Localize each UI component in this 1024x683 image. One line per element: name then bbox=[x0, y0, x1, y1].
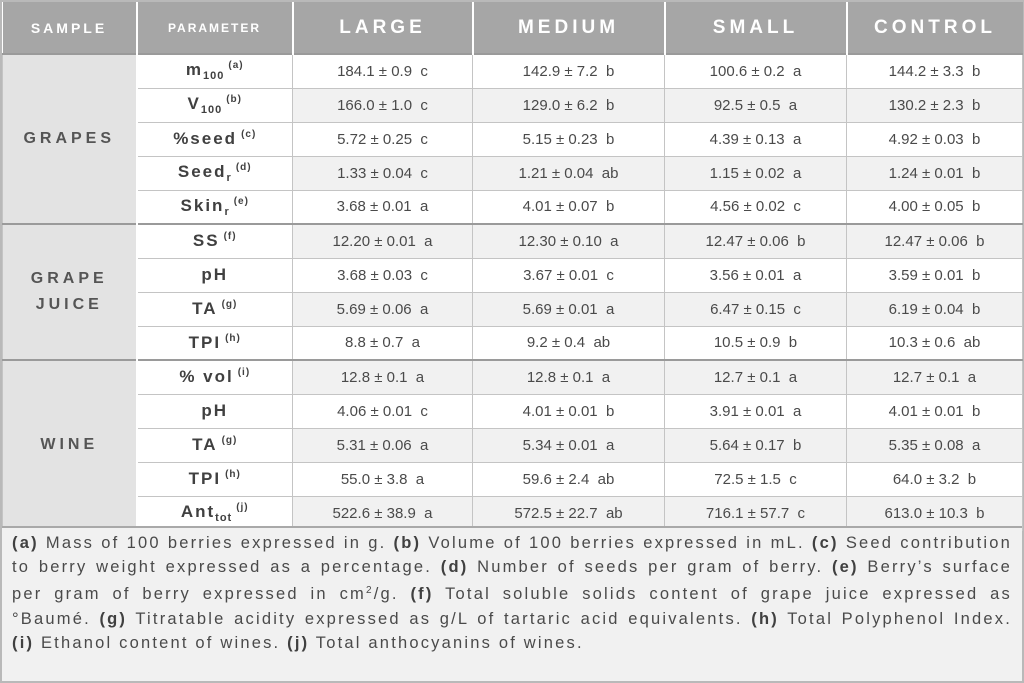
footnote-text: Total soluble solids content of grape juice expressed as °Baumé. bbox=[12, 585, 1012, 628]
footnote-text: Ethanol content of wines. bbox=[34, 633, 288, 652]
value-cell-control: 4.01 ± 0.01 b bbox=[847, 394, 1023, 428]
parameter-name: Seed bbox=[177, 162, 227, 181]
parameter-name: Skin bbox=[180, 195, 225, 215]
value-cell-large: 4.06 ± 0.01 c bbox=[293, 394, 473, 428]
group-label-wine: WINE bbox=[3, 360, 137, 530]
footnote-text: Total Polyphenol Index. bbox=[778, 609, 1012, 628]
parameter-subscript: 100 bbox=[200, 104, 223, 116]
header-control: CONTROL bbox=[847, 2, 1023, 54]
value-cell-control: 6.19 ± 0.04 b bbox=[847, 292, 1023, 326]
parameter-cell bbox=[137, 156, 293, 190]
value-cell-control: 4.92 ± 0.03 b bbox=[847, 122, 1023, 156]
parameter-footnote-ref: (e) bbox=[233, 195, 249, 207]
table-row bbox=[3, 462, 1023, 496]
value-cell-small: 12.7 ± 0.1 a bbox=[665, 360, 847, 394]
parameter-subscript: 100 bbox=[203, 70, 225, 83]
value-cell-small: 5.64 ± 0.17 b bbox=[665, 428, 847, 462]
parameter-cell bbox=[137, 258, 293, 292]
value-cell-medium: 4.01 ± 0.01 b bbox=[473, 394, 665, 428]
group-label-grape-juice bbox=[3, 224, 137, 360]
footnote-superscript: 2 bbox=[365, 585, 374, 597]
value-cell-medium: 59.6 ± 2.4 ab bbox=[473, 462, 665, 496]
table-row bbox=[3, 224, 1023, 258]
parameter-name: %seed bbox=[173, 129, 238, 148]
table-row bbox=[3, 496, 1023, 530]
footnote-key: (d) bbox=[440, 558, 469, 577]
parameter-footnote-ref: (h) bbox=[225, 469, 241, 480]
parameter-name: V bbox=[187, 94, 201, 113]
footnote-text: Total anthocyanins of wines. bbox=[309, 633, 584, 652]
parameter-cell bbox=[137, 496, 293, 530]
value-cell-large: 1.33 ± 0.04 c bbox=[293, 156, 473, 190]
footnote-text: Berry’s surface per gram of berry expressed in cm bbox=[12, 558, 1012, 604]
parameter-footnote-ref: (g) bbox=[221, 299, 238, 310]
parameter-cell bbox=[137, 394, 293, 428]
table-row bbox=[3, 54, 1023, 88]
table-row bbox=[3, 258, 1023, 292]
parameter-name: pH bbox=[201, 265, 229, 284]
footnote-key: (i) bbox=[12, 633, 35, 652]
value-cell-small: 12.47 ± 0.06 b bbox=[665, 224, 847, 258]
value-cell-small: 6.47 ± 0.15 c bbox=[665, 292, 847, 326]
value-cell-medium: 1.21 ± 0.04 ab bbox=[473, 156, 665, 190]
footnote-text: /g. bbox=[373, 585, 411, 604]
parameter-name: Ant bbox=[180, 502, 216, 521]
value-cell-control: 64.0 ± 3.2 b bbox=[847, 462, 1023, 496]
parameter-footnote-ref: (i) bbox=[237, 367, 251, 379]
header-row bbox=[3, 2, 1023, 54]
parameter-name: % vol bbox=[179, 367, 234, 387]
parameter-name: TA bbox=[192, 435, 218, 454]
parameter-cell bbox=[137, 122, 293, 156]
header-medium: MEDIUM bbox=[473, 2, 665, 54]
parameter-footnote-ref: (j) bbox=[236, 502, 249, 513]
footnote-text: Volume of 100 berries expressed in mL. bbox=[421, 534, 812, 552]
parameter-cell bbox=[137, 428, 293, 462]
footnote-key: (f) bbox=[410, 585, 434, 604]
parameter-cell bbox=[137, 292, 293, 326]
parameter-footnote-ref: (b) bbox=[226, 94, 242, 105]
value-cell-large: 5.31 ± 0.06 a bbox=[293, 428, 473, 462]
parameter-footnote-ref: (f) bbox=[223, 231, 237, 243]
table-row bbox=[3, 122, 1023, 156]
parameter-subscript: tot bbox=[215, 512, 233, 524]
parameter-cell bbox=[137, 326, 293, 360]
header-large: LARGE bbox=[293, 2, 473, 54]
value-cell-medium: 5.34 ± 0.01 a bbox=[473, 428, 665, 462]
table-row bbox=[3, 88, 1023, 122]
parameter-cell bbox=[137, 462, 293, 496]
value-cell-large: 12.8 ± 0.1 a bbox=[293, 360, 473, 394]
parameter-cell bbox=[137, 224, 293, 258]
parameter-cell bbox=[137, 54, 293, 88]
value-cell-large: 8.8 ± 0.7 a bbox=[293, 326, 473, 360]
value-cell-small: 3.91 ± 0.01 a bbox=[665, 394, 847, 428]
parameter-name: TPI bbox=[188, 469, 222, 488]
parameter-footnote-ref: (d) bbox=[235, 162, 252, 173]
footnote-text: Mass of 100 berries expressed in g. bbox=[38, 534, 394, 552]
value-cell-large: 5.72 ± 0.25 c bbox=[293, 122, 473, 156]
footnote-key: (b) bbox=[393, 534, 422, 552]
value-cell-small: 92.5 ± 0.5 a bbox=[665, 88, 847, 122]
value-cell-medium: 5.69 ± 0.01 a bbox=[473, 292, 665, 326]
table-row bbox=[3, 326, 1023, 360]
group-label-grapes: GRAPES bbox=[3, 54, 137, 224]
value-cell-small: 100.6 ± 0.2 a bbox=[665, 54, 847, 88]
value-cell-large: 184.1 ± 0.9 c bbox=[293, 54, 473, 88]
value-cell-medium: 12.8 ± 0.1 a bbox=[473, 360, 665, 394]
value-cell-control: 3.59 ± 0.01 b bbox=[847, 258, 1023, 292]
parameter-subscript: r bbox=[226, 172, 232, 184]
footnote-text: Number of seeds per gram of berry. bbox=[468, 558, 832, 577]
value-cell-medium: 572.5 ± 22.7 ab bbox=[473, 496, 665, 530]
value-cell-medium: 5.15 ± 0.23 b bbox=[473, 122, 665, 156]
results-table bbox=[2, 2, 1023, 531]
value-cell-small: 72.5 ± 1.5 c bbox=[665, 462, 847, 496]
table-row bbox=[3, 156, 1023, 190]
value-cell-control: 12.7 ± 0.1 a bbox=[847, 360, 1023, 394]
parameter-name: pH bbox=[201, 401, 229, 420]
parameter-footnote-ref: (h) bbox=[225, 332, 241, 344]
parameter-subscript: r bbox=[224, 205, 230, 218]
footnote-key: (g) bbox=[99, 609, 128, 628]
parameter-name: m bbox=[185, 60, 204, 80]
parameter-name: TA bbox=[192, 299, 218, 318]
value-cell-large: 3.68 ± 0.03 c bbox=[293, 258, 473, 292]
footnote-key: (a) bbox=[12, 534, 39, 552]
group-label-juice-line2: JUICE bbox=[35, 296, 103, 313]
footnote-key: (j) bbox=[287, 633, 310, 652]
header-small: SMALL bbox=[665, 2, 847, 54]
parameter-cell bbox=[137, 190, 293, 224]
value-cell-control: 12.47 ± 0.06 b bbox=[847, 224, 1023, 258]
value-cell-small: 1.15 ± 0.02 a bbox=[665, 156, 847, 190]
value-cell-small: 10.5 ± 0.9 b bbox=[665, 326, 847, 360]
table-footnotes bbox=[2, 526, 1022, 681]
header-sample: SAMPLE bbox=[3, 2, 137, 54]
table-row bbox=[3, 428, 1023, 462]
parameter-cell bbox=[137, 360, 293, 394]
value-cell-large: 5.69 ± 0.06 a bbox=[293, 292, 473, 326]
table-row bbox=[3, 360, 1023, 394]
value-cell-small: 4.56 ± 0.02 c bbox=[665, 190, 847, 224]
footnote-key: (e) bbox=[831, 558, 859, 577]
group-label-juice-line1: GRAPE bbox=[30, 270, 108, 287]
value-cell-medium: 12.30 ± 0.10 a bbox=[473, 224, 665, 258]
header-parameter: PARAMETER bbox=[137, 2, 293, 54]
value-cell-control: 10.3 ± 0.6 ab bbox=[847, 326, 1023, 360]
value-cell-small: 4.39 ± 0.13 a bbox=[665, 122, 847, 156]
value-cell-large: 55.0 ± 3.8 a bbox=[293, 462, 473, 496]
value-cell-control: 613.0 ± 10.3 b bbox=[847, 496, 1023, 530]
value-cell-medium: 9.2 ± 0.4 ab bbox=[473, 326, 665, 360]
value-cell-medium: 129.0 ± 6.2 b bbox=[473, 88, 665, 122]
parameter-name: SS bbox=[192, 231, 220, 251]
value-cell-large: 166.0 ± 1.0 c bbox=[293, 88, 473, 122]
parameter-footnote-ref: (a) bbox=[228, 60, 244, 72]
value-cell-control: 4.00 ± 0.05 b bbox=[847, 190, 1023, 224]
table-row bbox=[3, 292, 1023, 326]
value-cell-small: 3.56 ± 0.01 a bbox=[665, 258, 847, 292]
parameter-footnote-ref: (g) bbox=[221, 435, 238, 446]
value-cell-medium: 3.67 ± 0.01 c bbox=[473, 258, 665, 292]
value-cell-medium: 4.01 ± 0.07 b bbox=[473, 190, 665, 224]
value-cell-large: 522.6 ± 38.9 a bbox=[293, 496, 473, 530]
value-cell-small: 716.1 ± 57.7 c bbox=[665, 496, 847, 530]
parameter-footnote-ref: (c) bbox=[241, 129, 257, 140]
footnote-key: (h) bbox=[751, 609, 779, 628]
value-cell-medium: 142.9 ± 7.2 b bbox=[473, 54, 665, 88]
footnote-key: (c) bbox=[811, 534, 839, 552]
parameter-cell bbox=[137, 88, 293, 122]
value-cell-control: 130.2 ± 2.3 b bbox=[847, 88, 1023, 122]
value-cell-control: 144.2 ± 3.3 b bbox=[847, 54, 1023, 88]
table-row bbox=[3, 394, 1023, 428]
value-cell-control: 5.35 ± 0.08 a bbox=[847, 428, 1023, 462]
value-cell-large: 3.68 ± 0.01 a bbox=[293, 190, 473, 224]
footnote-text: Titratable acidity expressed as g/L of tartaric acid equivalents. bbox=[127, 609, 752, 628]
value-cell-large: 12.20 ± 0.01 a bbox=[293, 224, 473, 258]
value-cell-control: 1.24 ± 0.01 b bbox=[847, 156, 1023, 190]
footnote-text: Seed contribution to berry weight expressed as a percentage. bbox=[12, 534, 1012, 577]
parameter-name: TPI bbox=[188, 332, 222, 352]
table-row bbox=[3, 190, 1023, 224]
